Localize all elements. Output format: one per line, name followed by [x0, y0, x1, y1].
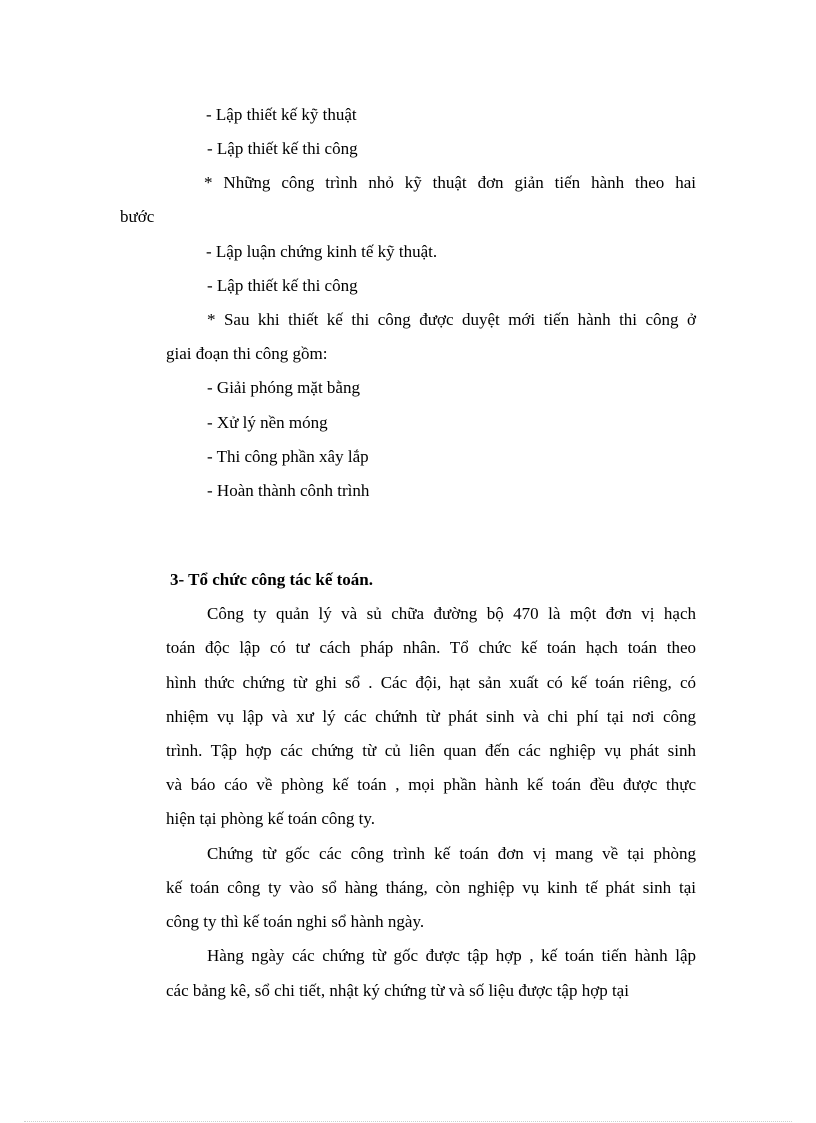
paragraph-1-line: và báo cáo về phòng kế toán , mọi phần hành kế toán đều được thực [166, 775, 696, 794]
paragraph-1-line: hiện tại phòng kế toán công ty. [166, 809, 375, 828]
step-technical-design: - Lập thiết kế kỹ thuật [206, 105, 357, 124]
paragraph-1-line: nhiệm vụ lập và xư lý các chứnh từ phát sinh và chi phí tại nơi công [166, 707, 696, 726]
paragraph-2-line: kế toán công ty vào sổ hàng tháng, còn nghiệp vụ kinh tế phát sinh tại [166, 878, 696, 897]
small-projects-note: * Những công trình nhỏ kỹ thuật đơn giản tiến hành theo hai [204, 173, 696, 192]
phase-site-clearance: - Giải phóng mặt bằng [207, 378, 360, 397]
paragraph-1-line: trình. Tập hợp các chứng từ củ liên quan đến các nghiệp vụ phát sinh [166, 741, 696, 760]
paragraph-1-line: hình thức chứng từ ghi sổ . Các đội, hạt sản xuất có kế toán riêng, có [166, 673, 696, 692]
phase-construction: - Thi công phần xây lắp [207, 447, 369, 466]
paragraph-2-line: công ty thì kế toán nghi sổ hành ngày. [166, 912, 425, 931]
paragraph-1-line: Công ty quản lý và sủ chữa đường bộ 470 là một đơn vị hạch [207, 604, 696, 623]
paragraph-1-line: toán độc lập có tư cách pháp nhân. Tổ chức kế toán hạch toán theo [166, 638, 696, 657]
small-projects-note-continued: bước [120, 207, 155, 226]
step-construction-design: - Lập thiết kế thi công [207, 139, 358, 158]
paragraph-3-line: các bảng kê, sổ chi tiết, nhật ký chứng từ và số liệu được tập hợp tại [166, 981, 629, 1000]
section-heading: 3- Tổ chức công tác kế toán. [170, 570, 374, 589]
after-design-note: * Sau khi thiết kế thi công được duyệt mới tiến hành thi công ở [207, 310, 696, 329]
phase-foundation: - Xử lý nền móng [207, 413, 328, 432]
page-bottom-divider [24, 1121, 792, 1122]
after-design-note-continued: giai đoạn thi công gồm: [166, 344, 328, 363]
step-feasibility-study: - Lập luận chứng kinh tế kỹ thuật. [206, 242, 438, 261]
paragraph-3-line: Hàng ngày các chứng từ gốc được tập hợp , kế toán tiến hành lập [207, 946, 696, 965]
paragraph-2-line: Chứng từ gốc các công trình kế toán đơn vị mang về tại phòng [207, 844, 696, 863]
phase-completion: - Hoàn thành cônh trình [207, 481, 370, 500]
step-construction-design-2: - Lập thiết kế thi công [207, 276, 358, 295]
